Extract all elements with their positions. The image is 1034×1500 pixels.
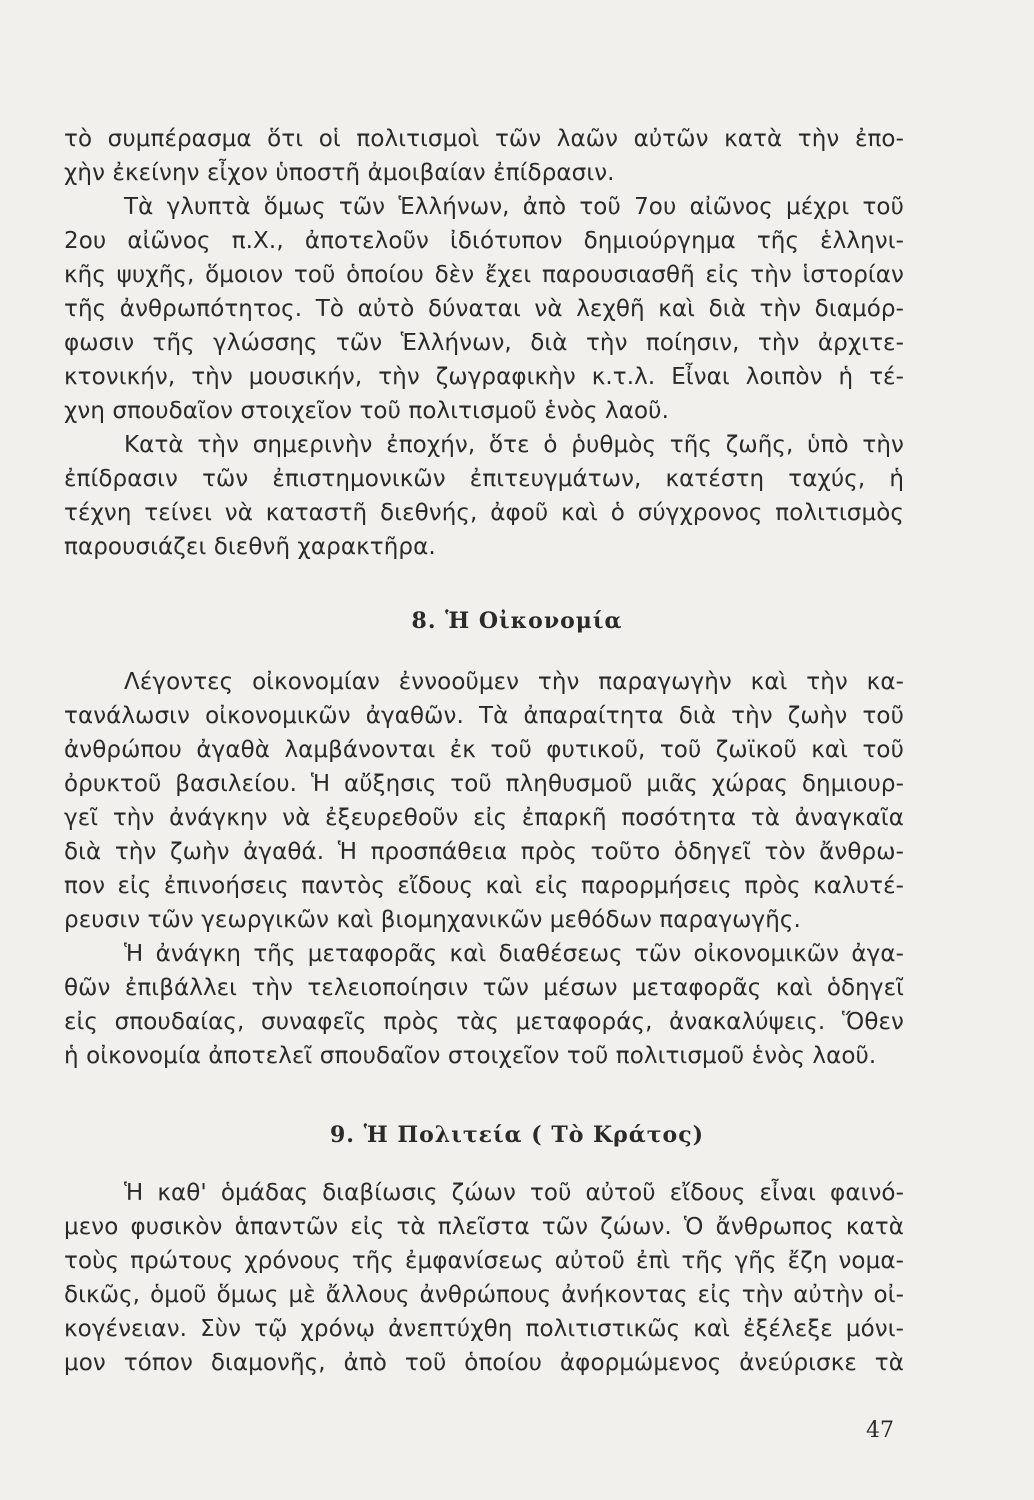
section-heading-economy: 8. Ἡ Οἰκονομία [411,608,623,634]
paragraph [64,428,904,564]
paragraph [64,937,904,1073]
text-line: πον εἰς ἐπινοήσεις παντὸς εἴδους καὶ εἰς παρορμήσεις πρὸς καλυτέ- [64,873,904,899]
text-line: Κατὰ τὴν σημερινὴν ἐποχήν, ὅτε ὁ ῥυθμὸς τῆς ζωῆς, ὑπὸ τὴν [124,432,904,458]
text-line: παρουσιάζει διεθνῆ χαρακτῆρα. [64,534,436,560]
intro-text-block [64,122,904,564]
text-line: θῶν ἐπιβάλλει τὴν τελειοποίησιν τῶν μέσων μεταφορᾶς καὶ ὁδηγεῖ [64,975,904,1001]
paragraph [64,1176,904,1380]
text-line: ἐπίδρασιν τῶν ἐπιστημονικῶν ἐπιτευγμάτων, κατέστη ταχύς, ἡ [64,466,904,492]
text-line: τανάλωσιν οἰκονομικῶν ἀγαθῶν. Τὰ ἀπαραίτητα διὰ τὴν ζωὴν τοῦ [64,703,904,729]
text-line: γεῖ τὴν ἀνάγκην νὰ ἐξευρεθοῦν εἰς ἐπαρκῆ ποσότητα τὰ ἀναγκαῖα [64,805,904,831]
section-heading-state: 9. Ἡ Πολιτεία ( Τὸ Κράτος) [329,1122,705,1148]
text-line: δικῶς, ὁμοῦ ὅμως μὲ ἄλλους ἀνθρώπους ἀνήκοντας εἰς τὴν αὐτὴν οἰ- [64,1282,904,1308]
text-line: κτονικήν, τὴν μουσικήν, τὴν ζωγραφικὴν κ.τ.λ. Εἶναι λοιπὸν ἡ τέ- [64,364,904,390]
text-line: ρευσιν τῶν γεωργικῶν καὶ βιομηχανικῶν μεθόδων παραγωγῆς. [64,907,801,933]
text-line: τέχνη τείνει νὰ καταστῆ διεθνής, ἀφοῦ καὶ ὁ σύγχρονος πολιτισμὸς [64,500,904,526]
economy-text-block [64,665,904,1073]
text-line: τοὺς πρώτους χρόνους τῆς ἐμφανίσεως αὐτοῦ ἐπὶ τῆς γῆς ἔζη νομα- [64,1248,904,1274]
text-line: κῆς ψυχῆς, ὅμοιον τοῦ ὁποίου δὲν ἔχει παρουσιασθῆ εἰς τὴν ἱστορίαν [64,262,904,288]
paragraph [64,665,904,937]
text-line: Τὰ γλυπτὰ ὅμως τῶν Ἑλλήνων, ἀπὸ τοῦ 7ου αἰῶνος μέχρι τοῦ [124,194,904,220]
paragraph [64,122,904,190]
text-line: τῆς ἀνθρωπότητος. Τὸ αὐτὸ δύναται νὰ λεχθῆ καὶ διὰ τὴν διαμόρ- [64,296,904,322]
text-line: φωσιν τῆς γλώσσης τῶν Ἑλλήνων, διὰ τὴν ποίησιν, τὴν ἀρχιτε- [64,330,904,356]
paragraph [64,190,904,428]
text-line: ὀρυκτοῦ βασιλείου. Ἡ αὔξησις τοῦ πληθυσμοῦ μιᾶς χώρας δημιουρ- [64,771,904,797]
text-line: Λέγοντες οἰκονομίαν ἐννοοῦμεν τὴν παραγωγὴν καὶ τὴν κα- [124,669,904,695]
text-line: μον τόπον διαμονῆς, ἀπὸ τοῦ ὁποίου ἀφορμώμενος ἀνεύρισκε τὰ [64,1350,904,1376]
text-line: Ἡ καθ' ὁμάδας διαβίωσις ζώων τοῦ αὐτοῦ εἴδους εἶναι φαινό- [124,1180,904,1206]
text-line: ἀνθρώπου ἀγαθὰ λαμβάνονται ἐκ τοῦ φυτικοῦ, τοῦ ζωϊκοῦ καὶ τοῦ [64,737,904,763]
text-line: κογένειαν. Σὺν τῷ χρόνῳ ἀνεπτύχθη πολιτιστικῶς καὶ ἐξέλεξε μόνι- [64,1316,904,1342]
state-text-block [64,1176,904,1380]
text-line: μενο φυσικὸν ἁπαντῶν εἰς τὰ πλεῖστα τῶν ζώων. Ὁ ἄνθρωπος κατὰ [64,1214,904,1240]
text-line: ἡ οἰκονομία ἀποτελεῖ σπουδαῖον στοιχεῖον τοῦ πολιτισμοῦ ἑνὸς λαοῦ. [64,1043,877,1069]
page-number: 47 [866,1418,894,1443]
text-line: χνη σπουδαῖον στοιχεῖον τοῦ πολιτισμοῦ ἑνὸς λαοῦ. [64,398,669,424]
text-line: 2ου αἰῶνος π.Χ., ἀποτελοῦν ἰδιότυπον δημιούργημα τῆς ἑλληνι- [64,228,904,254]
text-line: Ἡ ἀνάγκη τῆς μεταφορᾶς καὶ διαθέσεως τῶν οἰκονομικῶν ἀγα- [124,941,904,967]
text-line: εἰς σπουδαίας, συναφεῖς πρὸς τὰς μεταφοράς, ἀνακαλύψεις. Ὅθεν [64,1009,904,1035]
text-line: τὸ συμπέρασμα ὅτι οἱ πολιτισμοὶ τῶν λαῶν αὐτῶν κατὰ τὴν ἐπο- [64,126,904,152]
text-line: χὴν ἐκείνην εἶχον ὑποστῆ ἀμοιβαίαν ἐπίδρασιν. [64,160,615,186]
text-line: διὰ τὴν ζωὴν ἀγαθά. Ἡ προσπάθεια πρὸς τοῦτο ὁδηγεῖ τὸν ἄνθρω- [64,839,904,865]
